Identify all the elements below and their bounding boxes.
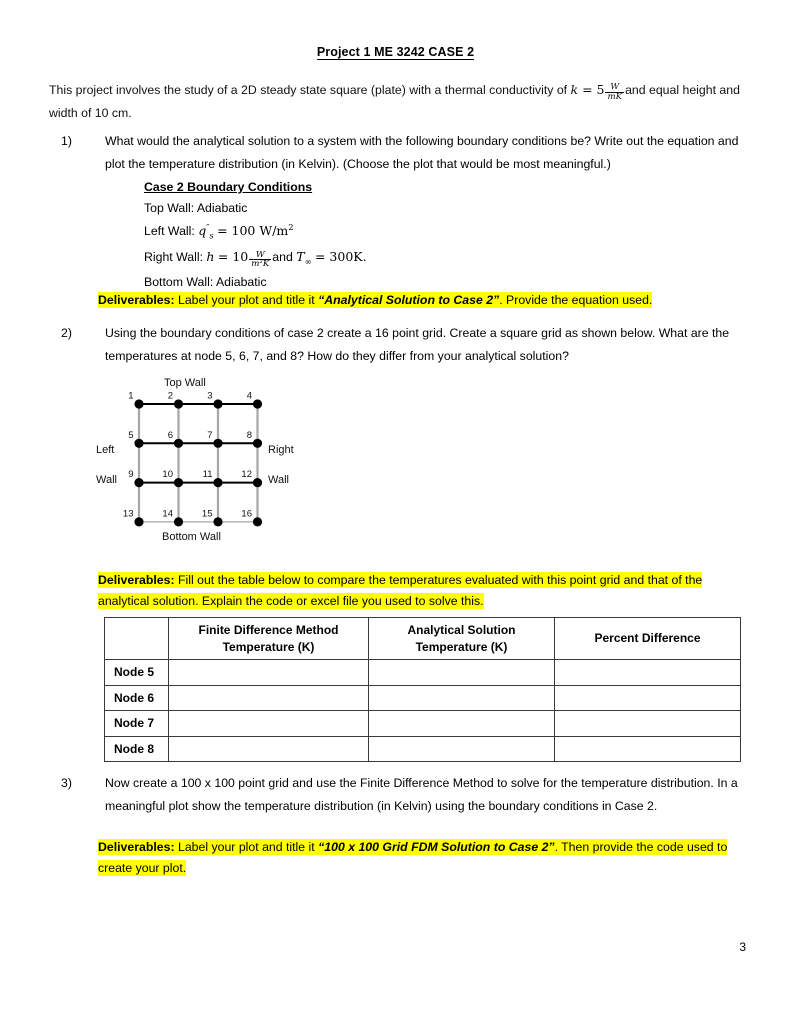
table-row (105, 736, 741, 762)
boundary-conditions-block (144, 178, 367, 292)
heat-flux-double-prime: ″ (206, 222, 210, 233)
ambient-temperature-symbol: T (296, 249, 305, 265)
grid-node-label: 14 (162, 508, 173, 520)
table-header-fdm-line1: Finite Difference Method (198, 622, 339, 637)
grid-node-label: 3 (207, 390, 213, 402)
convection-coefficient-symbol: h (206, 249, 215, 265)
grid-node-label: 10 (162, 469, 173, 481)
table-header-fdm-line2: Temperature (K) (222, 639, 315, 654)
table-header-percent-line1: Percent Difference (594, 631, 701, 645)
grid-node (213, 439, 222, 448)
grid-left-wall-label-line2: Wall (96, 474, 117, 486)
table-cell-percent[interactable] (555, 711, 741, 737)
grid-node (134, 439, 143, 448)
page-number: 3 (739, 940, 746, 954)
table-cell-analytical[interactable] (369, 685, 555, 711)
grid-node (213, 517, 222, 526)
table-header-analytical-line1: Analytical Solution (407, 622, 516, 637)
table-cell-percent[interactable] (555, 660, 741, 686)
deliverable-3 (98, 837, 746, 879)
list-item-2 (61, 322, 747, 367)
table-cell-analytical[interactable] (369, 736, 555, 762)
table-row (105, 660, 741, 686)
conductivity-denominator: mK (607, 92, 623, 103)
list-item-1-marker: 1) (61, 134, 72, 148)
list-item-2-text: Using the boundary conditions of case 2 create a 16 point grid. Create a square grid as shown below. What are the temperatures at node 5, 6, 7, and 8? How do they differ from your analytical solution? (105, 326, 730, 363)
grid-right-wall-label-line2: Wall (268, 474, 289, 486)
grid-left-wall-label-line1: Left (96, 444, 115, 456)
heat-flux-subscript: s (209, 230, 214, 241)
table-body (105, 660, 741, 762)
deliverable-1-quoted-title: “Analytical Solution to Case 2” (318, 293, 500, 307)
grid-node (174, 478, 183, 487)
page-title (0, 45, 791, 59)
table-cell-fdm[interactable] (169, 660, 369, 686)
list-item-1-text: What would the analytical solution to a system with the following boundary conditions be? Write out the equation and plot the temperature distribution (in Kelvin). (Choose the plot that would be most meaningful.) (105, 134, 739, 171)
grid-node (174, 439, 183, 448)
list-item-3 (61, 772, 747, 817)
table-row (105, 711, 741, 737)
boundary-conditions-heading: Case 2 Boundary Conditions (144, 180, 313, 194)
grid-node (174, 399, 183, 408)
list-item-3-marker: 3) (61, 776, 72, 790)
intro-paragraph (49, 78, 746, 125)
grid-node (213, 399, 222, 408)
grid-svg (96, 376, 311, 548)
table-cell-fdm[interactable] (169, 685, 369, 711)
top-wall-condition: Top Wall: Adiabatic (144, 200, 248, 215)
grid-right-wall-label-line1: Right (268, 444, 294, 456)
grid-node (134, 517, 143, 526)
grid-node (253, 399, 262, 408)
table-row (105, 685, 741, 711)
table-header-percent (555, 618, 741, 660)
table-cell-fdm[interactable] (169, 736, 369, 762)
ambient-temperature-subscript: ∞ (304, 256, 312, 267)
right-wall-equals: = 10 (217, 249, 249, 265)
convection-numerator: W (249, 251, 271, 261)
conductivity-symbol: k (570, 82, 579, 97)
comparison-table (104, 617, 741, 762)
grid-node-label: 16 (241, 508, 252, 520)
table-header-analytical-line2: Temperature (K) (415, 639, 508, 654)
left-wall-condition (144, 218, 367, 246)
grid-node-label: 15 (201, 508, 213, 520)
right-wall-condition (144, 246, 367, 272)
deliverable-3-text-before: Label your plot and title it (174, 840, 319, 854)
grid-node-label: 9 (128, 469, 134, 481)
table-header-fdm (169, 618, 369, 660)
intro-text-after: and equal height and width of 10 cm. (49, 83, 740, 120)
table-row-label: Node 8 (105, 736, 169, 762)
right-wall-and: and (272, 250, 293, 265)
table-cell-analytical[interactable] (369, 660, 555, 686)
deliverable-2 (98, 570, 743, 612)
grid-bottom-wall-label: Bottom Wall (162, 531, 221, 543)
table-cell-fdm[interactable] (169, 711, 369, 737)
table-cell-percent[interactable] (555, 685, 741, 711)
left-wall-value: = 100 W/m (217, 223, 289, 239)
left-wall-value-exponent: 2 (288, 222, 294, 233)
grid-node-label: 4 (246, 390, 252, 402)
grid-node-label: 5 (128, 429, 134, 441)
right-wall-label: Right Wall: (144, 250, 203, 265)
left-wall-label: Left Wall: (144, 224, 195, 239)
grid-node-label: 2 (167, 390, 173, 402)
deliverable-1-text-before: Label your plot and title it (174, 293, 319, 307)
grid-node-label: 6 (167, 429, 173, 441)
table-row-label: Node 7 (105, 711, 169, 737)
deliverable-3-quoted-title: “100 x 100 Grid FDM Solution to Case 2” (318, 840, 555, 854)
table-header-analytical (369, 618, 555, 660)
page-title-text: Project 1 ME 3242 CASE 2 (316, 45, 475, 59)
deliverable-3-text-after: . Then provide the code used to create your plot. (98, 840, 728, 875)
list-item-2-marker: 2) (61, 326, 72, 340)
conductivity-equals: = 5 (582, 82, 605, 97)
table-header-row (105, 618, 741, 660)
grid-node (134, 478, 143, 487)
convection-denominator: m²K (251, 259, 270, 270)
node-grid-diagram (96, 376, 311, 548)
grid-node-label: 8 (246, 429, 252, 441)
deliverable-1 (98, 290, 748, 311)
table-row-label: Node 5 (105, 660, 169, 686)
list-item-1 (61, 130, 747, 175)
bottom-wall-condition: Bottom Wall: Adiabatic (144, 274, 267, 289)
grid-node-label: 1 (128, 390, 134, 402)
grid-node (253, 478, 262, 487)
table-row-label: Node 6 (105, 685, 169, 711)
intro-text-before: This project involves the study of a 2D steady state square (plate) with a thermal conductivity of (49, 83, 571, 97)
grid-top-wall-label: Top Wall (164, 377, 206, 389)
grid-node (174, 517, 183, 526)
ambient-temperature-value: = 300K. (314, 249, 367, 265)
grid-node-label: 7 (207, 429, 213, 441)
deliverable-3-label: Deliverables: (98, 840, 175, 854)
conductivity-fraction (605, 83, 624, 102)
deliverable-2-label: Deliverables: (98, 573, 175, 587)
table-cell-analytical[interactable] (369, 711, 555, 737)
list-item-3-text: Now create a 100 x 100 point grid and use the Finite Difference Method to solve for the temperature distribution. In a meaningful plot show the temperature distribution (in Kelvin) using the boundary conditions in Case 2. (105, 776, 738, 813)
grid-node (134, 399, 143, 408)
heat-flux-symbol: q (198, 223, 207, 239)
deliverable-1-label: Deliverables: (98, 293, 175, 307)
table-header-blank (105, 618, 169, 660)
grid-node-label: 13 (122, 508, 134, 520)
grid-node-label: 11 (202, 469, 213, 481)
grid-node (253, 517, 262, 526)
grid-node (253, 439, 262, 448)
deliverable-1-text-after: . Provide the equation used. (499, 293, 653, 307)
grid-node-label: 12 (241, 469, 252, 481)
conductivity-numerator: W (605, 83, 624, 93)
convection-coefficient-fraction (249, 251, 271, 270)
table-cell-percent[interactable] (555, 736, 741, 762)
grid-node (213, 478, 222, 487)
deliverable-2-text-before: Fill out the table below to compare the temperatures evaluated with this point grid and that of the analytical solution. Explain the code or excel file you used to solve this. (98, 573, 703, 608)
